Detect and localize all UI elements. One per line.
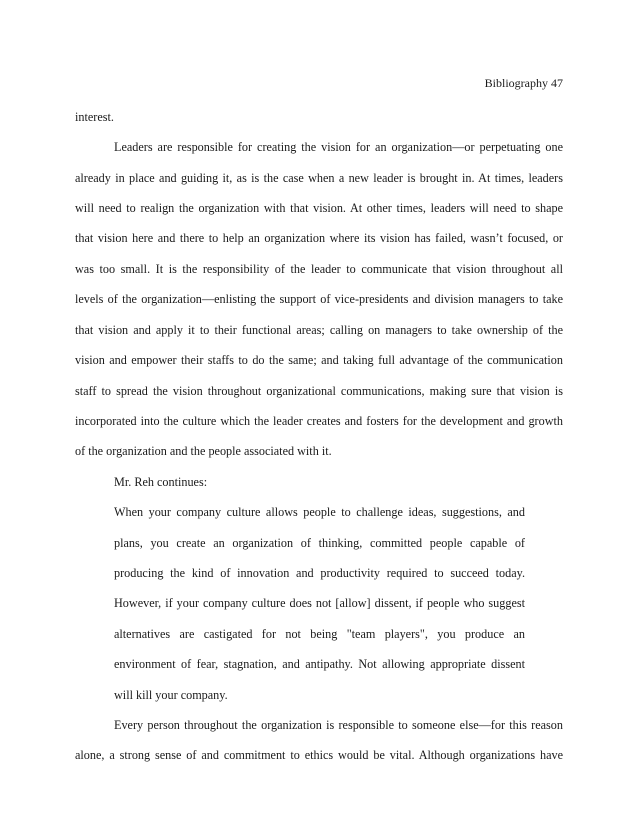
block-quote-line: environment of fear, stagnation, and antipathy. Not allowing appropriate dissent (114, 657, 525, 671)
text-line: interest. (75, 110, 114, 124)
text-line: Leaders are responsible for creating the vision for an organization—or perpetuating one (114, 140, 563, 154)
text-line: vision and empower their staffs to do the same; and taking full advantage of the communication (75, 353, 563, 367)
text-line: incorporated into the culture which the leader creates and fosters for the development and growth (75, 414, 563, 428)
running-head: Bibliography 47 (484, 76, 563, 90)
text-line: levels of the organization—enlisting the support of vice-presidents and division managers to take (75, 292, 563, 306)
text-line: of the organization and the people associated with it. (75, 444, 332, 458)
text-line: staff to spread the vision throughout organizational communications, making sure that vision is (75, 384, 563, 398)
block-quote-line: producing the kind of innovation and productivity required to succeed today. (114, 566, 525, 580)
text-line: will need to realign the organization with that vision. At other times, leaders will need to shape (75, 201, 563, 215)
text-line: Every person throughout the organization is responsible to someone else—for this reason (114, 718, 563, 732)
block-quote-line: plans, you create an organization of thinking, committed people capable of (114, 536, 525, 550)
block-quote-line: will kill your company. (114, 688, 228, 702)
block-quote-line: When your company culture allows people to challenge ideas, suggestions, and (114, 505, 525, 519)
text-line: was too small. It is the responsibility of the leader to communicate that vision throughout all (75, 262, 563, 276)
block-quote-line: However, if your company culture does not [allow] dissent, if people who suggest (114, 596, 525, 610)
text-line: that vision here and there to help an organization where its vision has failed, wasn’t focused, or (75, 231, 563, 245)
text-line: already in place and guiding it, as is the case when a new leader is brought in. At times, leaders (75, 171, 563, 185)
text-line: alone, a strong sense of and commitment to ethics would be vital. Although organizations have (75, 748, 563, 762)
text-line: that vision and apply it to their functional areas; calling on managers to take ownership of the (75, 323, 563, 337)
text-line: Mr. Reh continues: (114, 475, 208, 489)
block-quote-line: alternatives are castigated for not being "team players", you produce an (114, 627, 525, 641)
